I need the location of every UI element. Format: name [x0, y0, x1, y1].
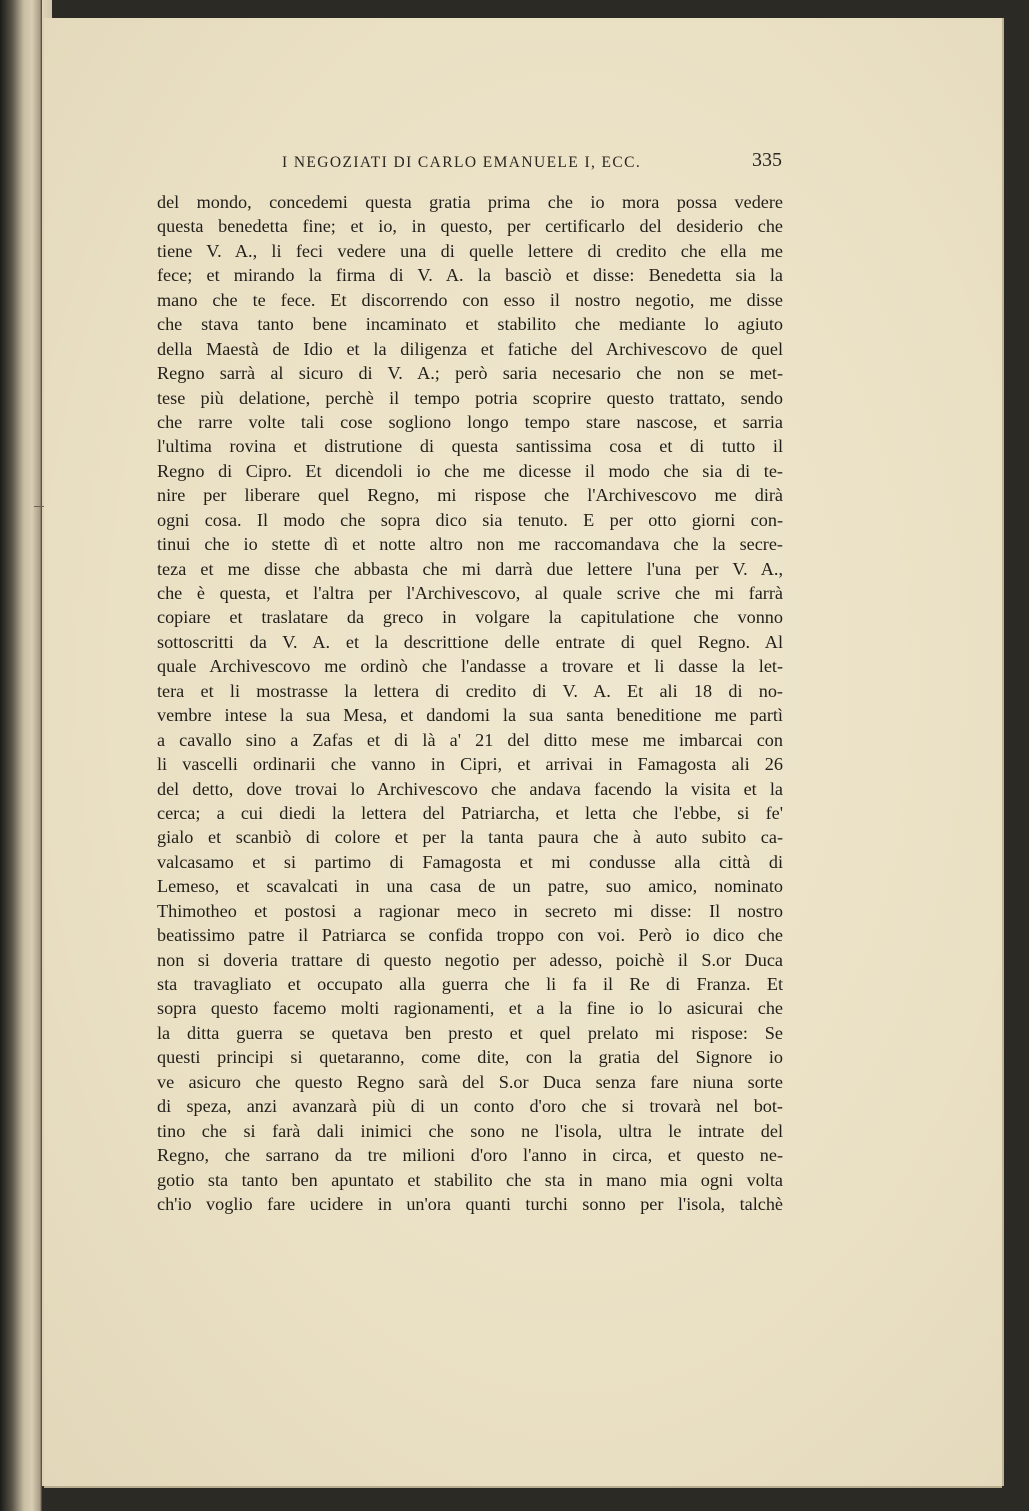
text-line: di speza, anzi avanzarà più di un conto d'oro che si trovarà nel bot-: [157, 1096, 783, 1117]
text-line: beatissimo patre il Patriarca se confida troppo con voi. Però io dico che: [157, 925, 783, 946]
text-line: tera et li mostrasse la lettera di credito di V. A. Et ali 18 di no-: [157, 680, 783, 701]
text-line: fece; et mirando la firma di V. A. la basciò et disse: Benedetta sia la: [157, 265, 783, 286]
text-line: sottoscritti da V. A. et la descrittione delle entrate di quel Regno. Al: [157, 631, 783, 652]
text-line: del mondo, concedemi questa gratia prima che io mora possa vedere: [157, 192, 783, 212]
text-line: sopra questo facemo molti ragionamenti, et a la fine io lo asicurai che: [157, 998, 783, 1019]
text-line: Thimotheo et postosi a ragionar meco in secreto mi disse: Il nostro: [157, 900, 783, 921]
text-line: questa benedetta fine; et io, in questo, per certificarlo del desiderio che: [157, 216, 783, 237]
text-line: della Maestà de Idio et la diligenza et fatiche del Archivescovo de quel: [157, 338, 783, 359]
text-line: questi principi si quetaranno, come dite, con la gratia del Signore io: [157, 1047, 783, 1068]
running-title: I NEGOZIATI DI CARLO EMANUELE I, ECC.: [282, 154, 642, 171]
margin-tick: [34, 506, 44, 507]
text-line: Lemeso, et scavalcati in una casa de un patre, suo amico, nominato: [157, 876, 783, 897]
text-line: li vascelli ordinarii che vanno in Cipri, et arrivai in Famagosta ali 26: [157, 754, 783, 775]
text-line: a cavallo sino a Zafas et di là a' 21 del ditto mese me imbarcai con: [157, 729, 783, 750]
text-line: quale Archivescovo me ordinò che l'andasse a trovare et li dasse la let-: [157, 656, 783, 677]
text-line: non si doveria trattare di questo negotio per adesso, poichè il S.or Duca: [157, 949, 783, 970]
text-line: tiene V. A., li feci vedere una di quelle lettere di credito che ella me: [157, 240, 783, 261]
text-line: cerca; a cui diedi la lettera del Patriarcha, et letta che l'ebbe, si fe': [157, 802, 783, 823]
text-line: vembre intese la sua Mesa, et dandomi la sua santa beneditione me partì: [157, 705, 783, 726]
body-text: [157, 190, 783, 1216]
text-line: che è questa, et l'altra per l'Archivescovo, al quale scrive che mi farrà: [157, 583, 783, 603]
text-line: che rarre volte tali cose sogliono longo tempo stare nascose, et sarria: [157, 411, 783, 432]
text-line: teza et me disse che abbasta che mi darrà due lettere l'una per V. A.,: [157, 558, 783, 579]
text-line: mano che te fece. Et discorrendo con esso il nostro negotio, me disse: [157, 289, 783, 310]
text-line: gialo et scanbiò di colore et per la tanta paura che à auto subito ca-: [157, 827, 783, 848]
page-number: 335: [752, 149, 782, 171]
text-line: l'ultima rovina et distrutione di questa santissima cosa et di tutto il: [157, 436, 783, 457]
text-line: sta travagliato et occupato alla guerra che li fa il Re di Franza. Et: [157, 974, 783, 994]
book-spine: [0, 0, 42, 1511]
text-line: ve asicuro che questo Regno sarà del S.or Duca senza fare niuna sorte: [157, 1071, 783, 1092]
text-line: gotio sta tanto ben apuntato et stabilito che sta in mano mia ogni volta: [157, 1169, 783, 1190]
text-line: nire per liberare quel Regno, mi rispose che l'Archivescovo me dirà: [157, 485, 783, 506]
text-line: Regno sarrà al sicuro di V. A.; però saria necesario che non se met-: [157, 363, 783, 384]
text-line: valcasamo et si partimo di Famagosta et mi condusse alla città di: [157, 851, 783, 872]
text-line: tese più delatione, perchè il tempo potria scoprire questo trattato, sendo: [157, 387, 783, 408]
text-line: ogni cosa. Il modo che sopra dico sia tenuto. E per otto giorni con-: [157, 509, 783, 530]
text-line: Regno, che sarrano da tre milioni d'oro l'anno in circa, et questo ne-: [157, 1145, 783, 1166]
text-line: la ditta guerra se quetava ben presto et quel prelato mi rispose: Se: [157, 1022, 783, 1043]
text-line: tino che si farà dali inimici che sono ne l'isola, ultra le intrate del: [157, 1120, 783, 1141]
text-line: ch'io voglio fare ucidere in un'ora quanti turchi sonno per l'isola, talchè: [157, 1193, 783, 1214]
text-line: tinui che io stette dì et notte altro non me raccomandava che la secre-: [157, 534, 783, 555]
text-line: Regno di Cipro. Et dicendoli io che me dicesse il modo che sia di te-: [157, 460, 783, 481]
text-line: copiare et traslatare da greco in volgare la capitulatione che vonno: [157, 607, 783, 628]
text-line: del detto, dove trovai lo Archivescovo che andava facendo la visita et la: [157, 778, 783, 799]
text-line: che stava tanto bene incaminato et stabilito che mediante lo agiuto: [157, 314, 783, 335]
